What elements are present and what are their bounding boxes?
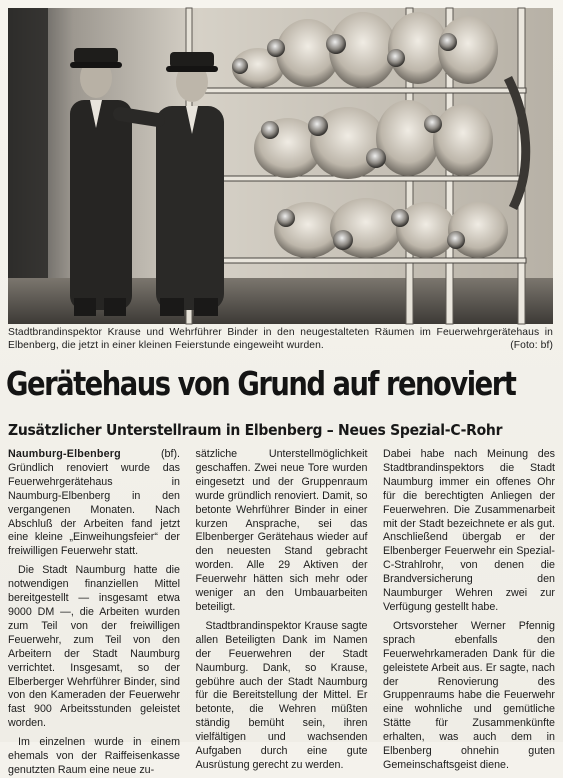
caption-text: Stadtbrandinspektor Krause und Wehrführer Binder in den neugestalteten Räumen im Feuerwehrgerätehaus in Elbenberg, die jetzt in einer kleinen Feierstunde eingeweiht wurden. bbox=[8, 327, 553, 351]
paragraph: Im einzelnen wurde in einem ehemals von der Raiffeisenkasse genutzten Raum eine neue zu- bbox=[8, 736, 180, 776]
paragraph bbox=[8, 448, 180, 559]
paragraph: Die Stadt Naumburg hatte die notwendigen finanziellen Mittel bereitgestellt — insgesamt etwa 9000 DM —, die Arbeiten wurden zum Teil von der freiwilligen Feuerwehr, zum Teil von den Arbeitern der Stadt Naumburg verrichtet. Insgesamt, so der Elberberger Wehrführer Binder, sind von den Kameraden der Feuerwehr fast 900 Arbeitsstunden geleistet worden. bbox=[8, 564, 180, 730]
column-1 bbox=[8, 448, 180, 776]
column-2 bbox=[195, 448, 368, 771]
paragraph: Stadtbrandinspektor Krause sagte allen Beteiligten Dank im Namen der Feuerwehren der Stadt Naumburg. Dank, so Krause, gebühre auch der Stadt Naumburg für die Bereitstellung der Mittel. Er betonte, die Wehren müßten ständig bemüht sein, ihren vielfältigen und wachsenden Aufgaben durch eine gute Ausrüstung gerecht zu werden. bbox=[195, 619, 368, 771]
lead-text: Gründlich renoviert wurde das Feuerwehrgerätehaus in Naumburg-Elbenberg in den vergangenen Monaten. Nach Abschluß der Arbeiten fand jetzt eine kleine „Einweihungsfeier“ der freiwilligen Feuerwehr statt. bbox=[8, 461, 180, 558]
paragraph: sätzliche Unterstellmöglichkeit geschaffen. Zwei neue Tore wurden eingesetzt und der Gruppenraum wurde gründlich renoviert. Damit, so betonte Wehrführer Binder in einer kurzen Ansprache, sei das Elbenberger Gerätehaus wieder auf den neuesten Stand gebracht worden. Alle 29 Aktiven der Feuerwehr hätten sich mehr oder weniger an den Umbauarbeiten beteiligt. bbox=[195, 448, 368, 613]
paragraph: Ortsvorsteher Werner Pfennig sprach ebenfalls den Feuerwehrkameraden Dank für die geleistete Arbeit aus. Er sagte, nach der Renovierung des Gruppenraums habe die Feuerwehr eine wohnliche und gemütliche Stätte für Zusammenkünfte erhalten, was auch dem in Elbenberg ohnehin guten Gemeinschaftsgeist diene. bbox=[383, 619, 555, 771]
article-body bbox=[8, 448, 555, 776]
photo-caption bbox=[8, 326, 553, 352]
source-tag: (bf). bbox=[160, 448, 180, 460]
subheadline: Zusätzlicher Unterstellraum in Elbenberg – Neues Spezial-C-Rohr bbox=[8, 421, 503, 439]
paragraph: Dabei habe nach Meinung des Stadtbrandinspektors die Stadt Naumburg immer ein offenes Ohr für die berechtigten Anliegen der Feuerwehren. Die Zusammenarbeit mit der Stadt bezeichnete er als gut. Anschließend übergab er der Elbenberger Feuerwehr ein Spezial-C-Strahlrohr, von denen die Brandversicherung den Naumburger Wehren zwei zur Verfügung gestellt habe. bbox=[383, 448, 555, 613]
column-3 bbox=[383, 448, 555, 771]
dateline: Naumburg-Elbenberg bbox=[8, 448, 121, 460]
photo-credit: (Foto: bf) bbox=[510, 340, 553, 351]
news-photo bbox=[8, 8, 553, 324]
headline: Gerätehaus von Grund auf renoviert bbox=[6, 364, 516, 403]
